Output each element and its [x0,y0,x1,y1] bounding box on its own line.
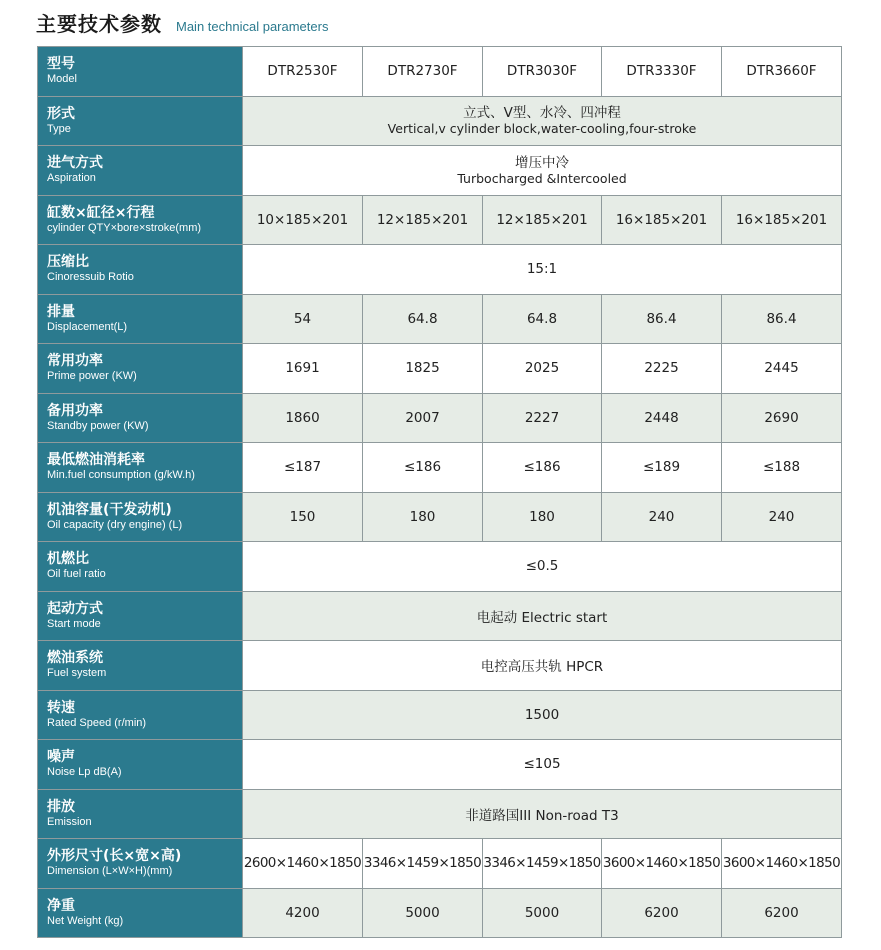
noise-value: ≤105 [243,740,842,790]
table-row [38,47,842,97]
row-label-prime-power: 常用功率 Prime power (KW) [38,344,243,394]
oil-capacity-cell: 240 [602,492,722,542]
page-title [36,8,328,38]
prime-power-cell: 1825 [363,344,483,394]
rated-speed-value: 1500 [243,690,842,740]
row-label-emission: 排放 Emission [38,789,243,839]
title-english: Main technical parameters [176,19,329,34]
standby-power-cell: 2227 [483,393,602,443]
displacement-cell: 54 [243,294,363,344]
row-label-oil-fuel-ratio: 机燃比 Oil fuel ratio [38,542,243,592]
dimension-cell: 2600×1460×1850 [243,839,363,889]
table-row [38,492,842,542]
displacement-cell: 64.8 [363,294,483,344]
start-mode-value: 电起动 Electric start [243,591,842,641]
cylinders-cell: 12×185×201 [483,195,602,245]
model-cell: DTR3330F [602,47,722,97]
row-label-start-mode: 起动方式 Start mode [38,591,243,641]
table-row [38,542,842,592]
dimension-cell: 3346×1459×1850 [363,839,483,889]
title-chinese: 主要技术参数 [36,12,162,36]
standby-power-cell: 2448 [602,393,722,443]
dimension-cell: 3600×1460×1850 [722,839,842,889]
displacement-cell: 86.4 [602,294,722,344]
displacement-cell: 86.4 [722,294,842,344]
table-row [38,789,842,839]
table-row [38,344,842,394]
cylinders-cell: 12×185×201 [363,195,483,245]
oil-capacity-cell: 180 [363,492,483,542]
aspiration-value: 增压中冷 Turbocharged &Intercooled [243,146,842,196]
cylinders-cell: 16×185×201 [602,195,722,245]
net-weight-cell: 5000 [483,888,602,938]
spec-table [37,46,842,938]
standby-power-cell: 2007 [363,393,483,443]
table-row [38,839,842,889]
prime-power-cell: 2445 [722,344,842,394]
oil-fuel-ratio-value: ≤0.5 [243,542,842,592]
table-row [38,294,842,344]
net-weight-cell: 6200 [602,888,722,938]
table-row [38,245,842,295]
model-cell: DTR2730F [363,47,483,97]
net-weight-cell: 4200 [243,888,363,938]
table-row [38,146,842,196]
model-cell: DTR2530F [243,47,363,97]
row-label-fuel-system: 燃油系统 Fuel system [38,641,243,691]
row-label-fuel-consumption: 最低燃油消耗率 Min.fuel consumption (g/kW.h) [38,443,243,493]
row-label-cylinders: 缸数×缸径×行程 cylinder QTY×bore×stroke(mm) [38,195,243,245]
row-label-standby-power: 备用功率 Standby power (KW) [38,393,243,443]
oil-capacity-cell: 150 [243,492,363,542]
prime-power-cell: 2025 [483,344,602,394]
dimension-cell: 3600×1460×1850 [602,839,722,889]
compression-value: 15:1 [243,245,842,295]
fuel-consumption-cell: ≤186 [363,443,483,493]
table-row [38,591,842,641]
table-row [38,443,842,493]
row-label-net-weight: 净重 Net Weight (kg) [38,888,243,938]
row-label-noise: 噪声 Noise Lp dB(A) [38,740,243,790]
table-row [38,888,842,938]
table-row [38,740,842,790]
table-row [38,195,842,245]
row-label-dimension: 外形尺寸(长×宽×高) Dimension (L×W×H)(mm) [38,839,243,889]
fuel-consumption-cell: ≤186 [483,443,602,493]
model-cell: DTR3660F [722,47,842,97]
net-weight-cell: 5000 [363,888,483,938]
cylinders-cell: 16×185×201 [722,195,842,245]
emission-value: 非道路国III Non-road T3 [243,789,842,839]
row-label-rated-speed: 转速 Rated Speed (r/min) [38,690,243,740]
fuel-consumption-cell: ≤188 [722,443,842,493]
type-value: 立式、V型、水冷、四冲程 Vertical,v cylinder block,water-cooling,four-stroke [243,96,842,146]
prime-power-cell: 2225 [602,344,722,394]
row-label-compression: 压缩比 Cinoressuib Rotio [38,245,243,295]
row-label-model: 型号 Model [38,47,243,97]
row-label-oil-capacity: 机油容量(干发动机) Oil capacity (dry engine) (L) [38,492,243,542]
table-row [38,96,842,146]
table-row [38,690,842,740]
row-label-type: 形式 Type [38,96,243,146]
row-label-displacement: 排量 Displacement(L) [38,294,243,344]
standby-power-cell: 1860 [243,393,363,443]
fuel-system-value: 电控高压共轨 HPCR [243,641,842,691]
table-row [38,641,842,691]
displacement-cell: 64.8 [483,294,602,344]
prime-power-cell: 1691 [243,344,363,394]
oil-capacity-cell: 180 [483,492,602,542]
standby-power-cell: 2690 [722,393,842,443]
table-row [38,393,842,443]
cylinders-cell: 10×185×201 [243,195,363,245]
row-label-aspiration: 进气方式 Aspiration [38,146,243,196]
net-weight-cell: 6200 [722,888,842,938]
fuel-consumption-cell: ≤189 [602,443,722,493]
dimension-cell: 3346×1459×1850 [483,839,602,889]
oil-capacity-cell: 240 [722,492,842,542]
model-cell: DTR3030F [483,47,602,97]
fuel-consumption-cell: ≤187 [243,443,363,493]
